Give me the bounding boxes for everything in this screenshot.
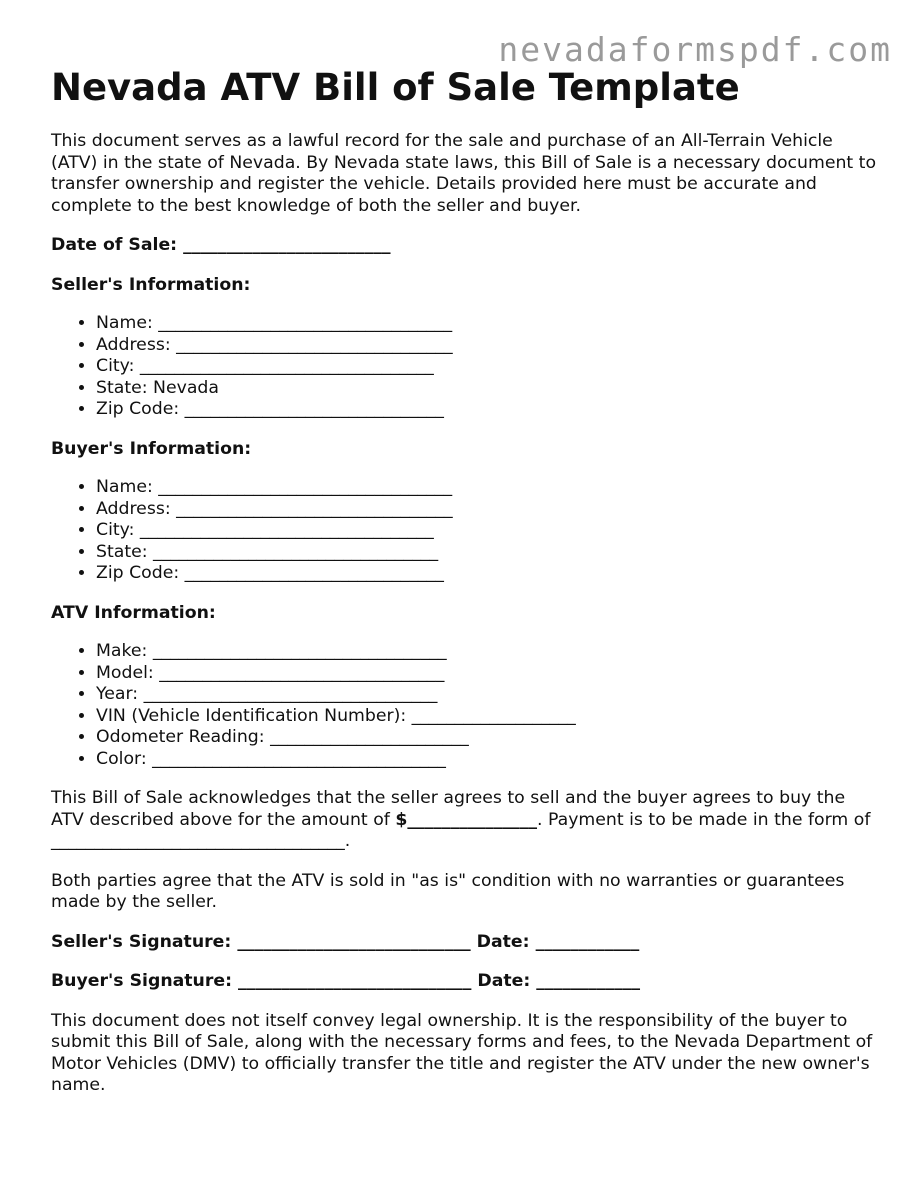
buyer-zip-field[interactable]: • Zip Code: ______________________________	[96, 563, 881, 585]
buyer-date-blank[interactable]: ____________	[536, 971, 640, 991]
date-of-sale-field	[51, 235, 881, 257]
seller-info-list	[51, 313, 881, 421]
atv-info-list	[51, 641, 881, 770]
seller-signature-line	[51, 932, 881, 954]
closing-paragraph: This document does not itself convey legal ownership. It is the responsibility of the buyer to submit this Bill of Sale, along with the necessary forms and fees, to the Nevada Department of Motor Vehicles (DMV) to officially transfer the title and register the ATV under the new owner's name.	[51, 1010, 873, 1095]
buyer-heading: Buyer's Information:	[51, 438, 252, 459]
date-of-sale-blank[interactable]: ________________________	[183, 235, 391, 255]
buyer-date-label: Date:	[477, 971, 531, 991]
atv-heading: ATV Information:	[51, 602, 216, 623]
seller-date-label: Date:	[476, 931, 530, 952]
atv-odometer-field[interactable]: • Odometer Reading: _______________________	[96, 727, 881, 749]
payment-paragraph	[51, 788, 881, 853]
buyer-city-field[interactable]: • City: __________________________________	[96, 520, 881, 542]
intro-paragraph: This document serves as a lawful record for the sale and purchase of an All-Terrain Vehicle (ATV) in the state of Nevada. By Nevada state laws, this Bill of Sale is a necessary document to transfer ownership and register the vehicle. Details provided here must be accurate and complete to the best knowledge of both the seller and buyer.	[51, 131, 877, 216]
atv-make-field[interactable]: • Make: __________________________________	[96, 641, 881, 663]
atv-model-field[interactable]: • Model: _________________________________	[96, 663, 881, 685]
payment-text-end: . Payment is to be made in the form of __________________________________.	[51, 809, 871, 851]
payment-text-start: This Bill of Sale acknowledges that the seller agrees to sell and the buyer agrees to buy the ATV described above for the amount of	[51, 788, 846, 830]
seller-zip-field[interactable]: • Zip Code: ______________________________	[96, 399, 881, 421]
seller-name-field[interactable]: • Name: __________________________________	[96, 313, 881, 335]
buyer-name-field[interactable]: • Name: __________________________________	[96, 477, 881, 499]
seller-heading: Seller's Information:	[51, 274, 251, 295]
seller-address-field[interactable]: • Address: ________________________________	[96, 335, 881, 357]
date-of-sale-label: Date of Sale:	[51, 235, 178, 255]
seller-signature-label: Seller's Signature:	[51, 931, 232, 952]
payment-amount-blank[interactable]: $_______________	[395, 809, 537, 830]
as-is-paragraph: Both parties agree that the ATV is sold in "as is" condition with no warranties or guarantees made by the seller.	[51, 870, 845, 912]
atv-color-field[interactable]: • Color: __________________________________	[96, 749, 881, 771]
buyer-signature-blank[interactable]: ___________________________	[238, 971, 472, 991]
seller-city-field[interactable]: • City: __________________________________	[96, 356, 881, 378]
seller-date-blank[interactable]: ____________	[535, 931, 640, 952]
buyer-state-field[interactable]: • State: _________________________________	[96, 542, 881, 564]
buyer-signature-label: Buyer's Signature:	[51, 971, 232, 991]
document-body	[51, 64, 881, 1097]
buyer-info-list	[51, 477, 881, 585]
buyer-address-field[interactable]: • Address: ________________________________	[96, 499, 881, 521]
watermark: nevadaformspdf.com	[498, 30, 892, 69]
seller-signature-blank[interactable]: ___________________________	[237, 931, 471, 952]
seller-state-field: • State: Nevada	[96, 378, 881, 400]
atv-year-field[interactable]: • Year: __________________________________	[96, 684, 881, 706]
buyer-signature-line	[51, 971, 881, 993]
atv-vin-field[interactable]: • VIN (Vehicle Identification Number): ___________________	[96, 706, 881, 728]
page-title: Nevada ATV Bill of Sale Template	[51, 66, 740, 109]
